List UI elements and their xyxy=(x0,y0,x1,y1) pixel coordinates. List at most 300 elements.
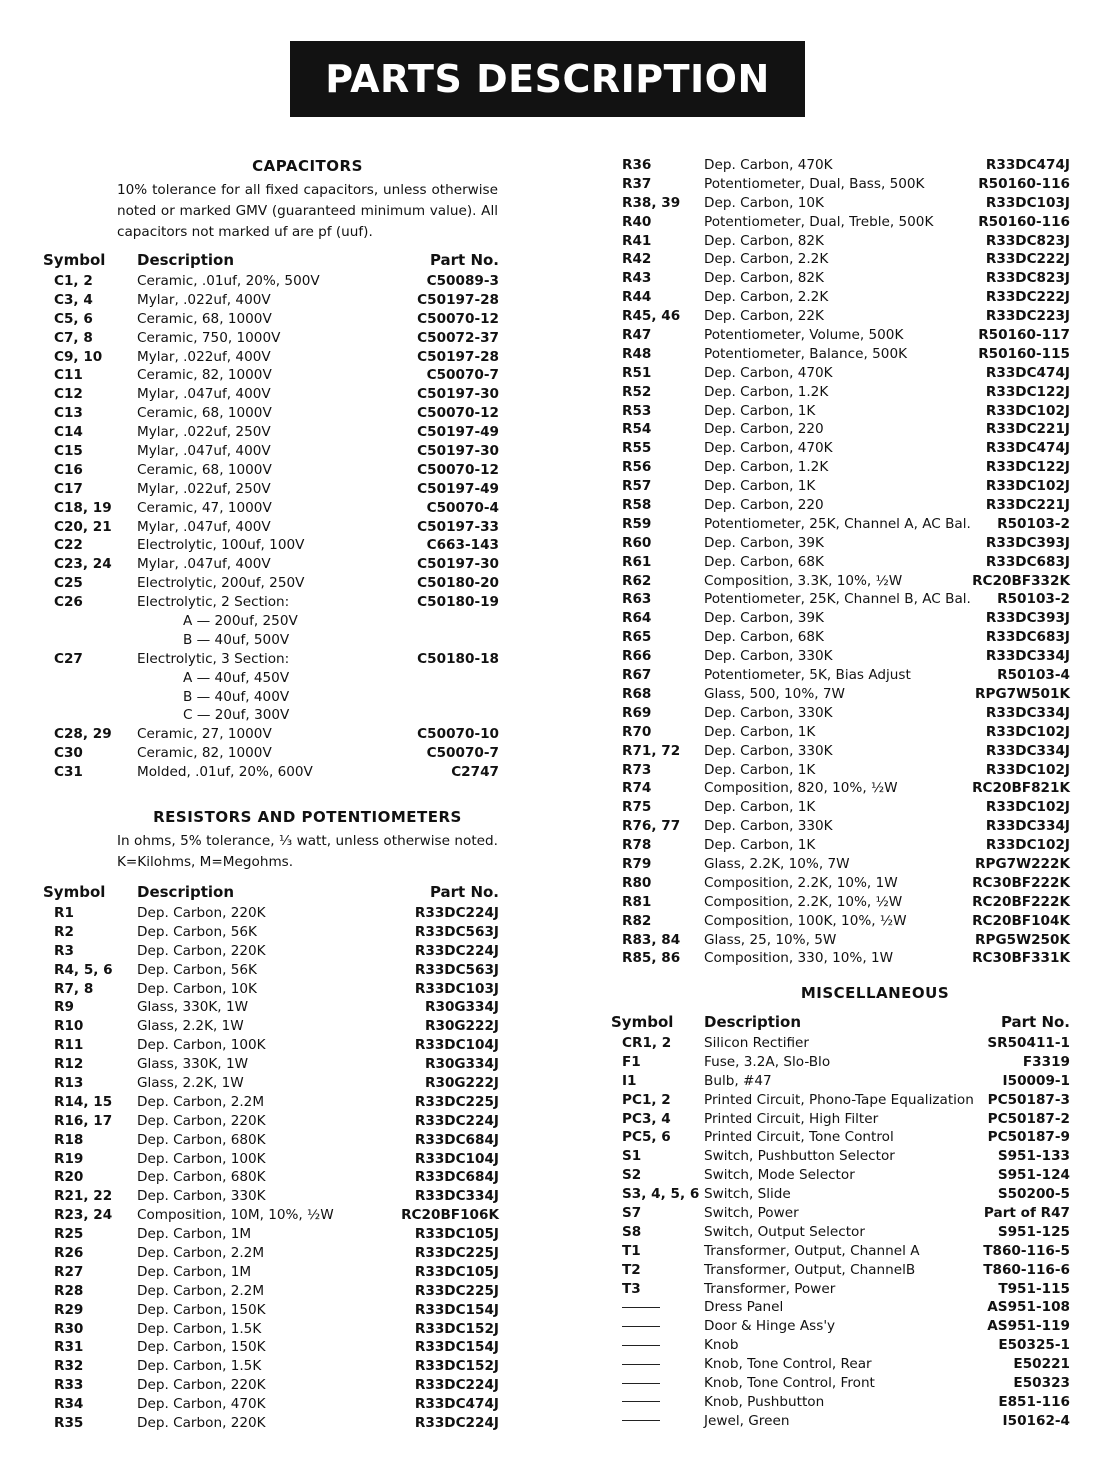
symbol-cell: R9 xyxy=(54,999,74,1016)
part-number-cell: R33DC224J xyxy=(414,1377,499,1394)
symbol-cell: R66 xyxy=(622,648,652,665)
capacitors-heading: CAPACITORS xyxy=(252,157,363,175)
table-row xyxy=(0,383,1109,402)
part-number-cell: R33DC105J xyxy=(414,1226,499,1243)
description-cell: Dep. Carbon, 220 xyxy=(704,421,824,438)
part-number-cell: R50160-116 xyxy=(978,175,1070,192)
capacitors-symbol-header: Symbol xyxy=(43,251,106,269)
description-cell: Composition, 2.2K, 10%, ½W xyxy=(704,893,903,910)
description-cell: Dep. Carbon, 330K xyxy=(704,742,833,759)
symbol-cell: C17 xyxy=(54,480,83,497)
symbol-cell: I1 xyxy=(622,1072,637,1089)
description-cell: Dep. Carbon, 56K xyxy=(137,961,257,978)
symbol-cell: R31 xyxy=(54,1339,84,1356)
part-number-cell: R33DC223J xyxy=(985,308,1070,325)
description-cell: Transformer, Output, ChannelB xyxy=(704,1261,916,1278)
description-cell: Dep. Carbon, 2.2K xyxy=(704,289,829,306)
part-number-cell: C50070-7 xyxy=(426,367,499,384)
resistors-description-header: Description xyxy=(137,883,235,901)
part-number-cell: C50070-10 xyxy=(417,726,499,743)
part-number-cell: C50197-49 xyxy=(417,424,499,441)
part-number-cell: R33DC102J xyxy=(985,761,1070,778)
description-cell: Glass, 25, 10%, 5W xyxy=(704,931,837,948)
description-cell: A — 40uf, 450V xyxy=(183,669,290,686)
table-row xyxy=(0,1166,1109,1185)
part-number-cell: RC20BF821K xyxy=(972,780,1070,797)
description-cell: Dep. Carbon, 1.5K xyxy=(137,1358,262,1375)
symbol-cell: R25 xyxy=(54,1226,84,1243)
table-row xyxy=(0,1355,1109,1374)
description-cell: Dep. Carbon, 1M xyxy=(137,1226,252,1243)
part-number-cell: R33DC154J xyxy=(414,1301,499,1318)
symbol-cell: PC1, 2 xyxy=(622,1091,671,1108)
part-number-cell: RPG7W222K xyxy=(975,855,1070,872)
part-number-cell: R33DC152J xyxy=(414,1358,499,1375)
symbol-cell: C15 xyxy=(54,443,83,460)
table-row xyxy=(0,572,1109,591)
part-number-cell: C663-143 xyxy=(426,537,499,554)
part-number-cell: SR50411-1 xyxy=(987,1035,1070,1051)
part-number-cell: R33DC122J xyxy=(985,459,1070,476)
symbol-cell: R69 xyxy=(622,704,652,721)
misc-part-header: Part No. xyxy=(1000,1013,1070,1031)
table-row xyxy=(0,232,1109,251)
part-number-cell: C2747 xyxy=(451,764,499,781)
description-cell: Dep. Carbon, 1K xyxy=(704,478,816,495)
description-cell: Dep. Carbon, 1.2K xyxy=(704,383,829,400)
table-row xyxy=(0,156,1109,175)
part-number-cell: C50180-20 xyxy=(417,575,499,592)
description-cell: Dep. Carbon, 330K xyxy=(704,818,833,835)
symbol-cell: S1 xyxy=(622,1148,642,1165)
symbol-cell: R38, 39 xyxy=(622,194,681,211)
symbol-cell: R27 xyxy=(54,1263,84,1280)
symbol-cell: R52 xyxy=(622,383,652,400)
symbol-cell xyxy=(614,1374,660,1393)
part-number-cell: PC50187-3 xyxy=(987,1091,1070,1108)
table-row xyxy=(0,213,1109,232)
description-cell: Glass, 2.2K, 1W xyxy=(137,1075,244,1092)
symbol-cell: R47 xyxy=(622,327,652,344)
description-cell: Ceramic, 82, 1000V xyxy=(137,367,272,384)
symbol-cell: R80 xyxy=(622,874,652,891)
description-cell: Mylar, .047uf, 400V xyxy=(137,443,271,460)
symbol-cell: R85, 86 xyxy=(622,950,681,967)
table-row xyxy=(0,836,1109,855)
symbol-cell: R82 xyxy=(622,912,652,929)
table-row xyxy=(0,1110,1109,1129)
part-number-cell: R33DC224J xyxy=(414,1112,499,1129)
part-number-cell: C50180-19 xyxy=(417,594,499,611)
part-number-cell: R33DC103J xyxy=(414,980,499,997)
symbol-cell: R34 xyxy=(54,1396,84,1413)
table-row xyxy=(0,458,1109,477)
part-number-cell: R33DC684J xyxy=(414,1169,499,1186)
symbol-cell: C27 xyxy=(54,650,83,667)
part-number-cell: R33DC225J xyxy=(414,1245,499,1262)
misc-table xyxy=(0,1034,1109,1431)
symbol-cell xyxy=(614,1317,660,1336)
resistors-table-continued xyxy=(0,156,1109,968)
table-row xyxy=(0,609,1109,628)
part-number-cell: R33DC224J xyxy=(414,1415,499,1432)
description-cell: Dep. Carbon, 220K xyxy=(137,942,266,959)
symbol-cell: C16 xyxy=(54,461,83,478)
symbol-cell: CR1, 2 xyxy=(622,1035,672,1051)
symbol-cell: R41 xyxy=(622,232,652,249)
symbol-cell xyxy=(614,1355,660,1374)
description-cell: Molded, .01uf, 20%, 600V xyxy=(137,764,313,781)
table-row xyxy=(0,590,1109,609)
part-number-cell: E851-116 xyxy=(998,1393,1070,1410)
table-row xyxy=(0,553,1109,572)
description-cell: B — 40uf, 500V xyxy=(183,631,290,648)
part-number-cell: R33DC334J xyxy=(985,818,1070,835)
description-cell: Dep. Carbon, 330K xyxy=(704,648,833,665)
part-number-cell: C50197-30 xyxy=(417,443,499,460)
symbol-cell: C5, 6 xyxy=(54,310,93,327)
resistors-note: In ohms, 5% tolerance, ⅓ watt, unless otherwise noted. K=Kilohms, M=Megohms. xyxy=(117,833,498,870)
description-cell: Dep. Carbon, 220 xyxy=(704,497,824,514)
symbol-cell: C1, 2 xyxy=(54,273,93,289)
description-cell: Dep. Carbon, 470K xyxy=(704,440,833,457)
table-row xyxy=(0,685,1109,704)
symbol-cell: R48 xyxy=(622,345,652,362)
symbol-cell: R64 xyxy=(622,610,652,627)
part-number-cell: RC20BF222K xyxy=(972,893,1070,910)
part-number-cell: C50197-49 xyxy=(417,480,499,497)
description-cell: Printed Circuit, Phono-Tape Equalization xyxy=(704,1091,974,1108)
part-number-cell: RC30BF331K xyxy=(972,950,1070,967)
symbol-cell: R67 xyxy=(622,667,652,684)
description-cell: Dep. Carbon, 150K xyxy=(137,1339,266,1356)
description-cell: Electrolytic, 2 Section: xyxy=(137,594,290,611)
table-row xyxy=(0,874,1109,893)
part-number-cell: AS951-108 xyxy=(987,1299,1070,1316)
table-row xyxy=(0,817,1109,836)
part-number-cell: R33DC222J xyxy=(985,251,1070,268)
description-cell: Ceramic, 47, 1000V xyxy=(137,499,272,516)
description-cell: Ceramic, .01uf, 20%, 500V xyxy=(137,273,320,289)
description-cell: Glass, 330K, 1W xyxy=(137,999,249,1016)
part-number-cell: R33DC154J xyxy=(414,1339,499,1356)
symbol-cell: R78 xyxy=(622,837,652,854)
description-cell: Jewel, Green xyxy=(704,1412,790,1429)
part-number-cell: R50103-2 xyxy=(997,591,1070,608)
description-cell: Composition, 100K, 10%, ½W xyxy=(704,912,907,929)
table-row xyxy=(0,666,1109,685)
description-cell: Dep. Carbon, 82K xyxy=(704,270,824,287)
part-number-cell: R33DC225J xyxy=(414,1093,499,1110)
part-number-cell: RPG7W501K xyxy=(975,685,1070,702)
symbol-cell: R45, 46 xyxy=(622,308,681,325)
part-number-cell: R33DC474J xyxy=(985,157,1070,173)
symbol-cell: R4, 5, 6 xyxy=(54,961,113,978)
description-cell: Bulb, #47 xyxy=(704,1072,772,1089)
part-number-cell: R33DC102J xyxy=(985,799,1070,816)
table-row xyxy=(0,912,1109,931)
symbol-cell: R29 xyxy=(54,1301,84,1318)
part-number-cell: R30G334J xyxy=(425,1056,499,1073)
description-cell: Ceramic, 82, 1000V xyxy=(137,745,272,762)
description-cell: Transformer, Power xyxy=(704,1280,836,1297)
symbol-cell: C12 xyxy=(54,386,83,403)
symbol-cell: R2 xyxy=(54,923,74,940)
table-row xyxy=(0,1242,1109,1261)
table-row xyxy=(0,1072,1109,1091)
part-number-cell: R33DC102J xyxy=(985,478,1070,495)
symbol-cell: F1 xyxy=(622,1053,641,1070)
table-row xyxy=(0,288,1109,307)
symbol-cell: PC3, 4 xyxy=(622,1110,671,1127)
description-cell: Composition, 820, 10%, ½W xyxy=(704,780,898,797)
description-cell: Dep. Carbon, 68K xyxy=(704,553,824,570)
symbol-cell: R83, 84 xyxy=(622,931,681,948)
description-cell: Glass, 2.2K, 10%, 7W xyxy=(704,855,850,872)
part-number-cell: T860-116-6 xyxy=(983,1261,1070,1278)
symbol-cell: C28, 29 xyxy=(54,726,112,743)
symbol-cell: C3, 4 xyxy=(54,291,93,308)
symbol-cell: R36 xyxy=(622,157,652,173)
symbol-cell: C30 xyxy=(54,745,83,762)
symbol-cell: S3, 4, 5, 6 xyxy=(622,1186,700,1203)
description-cell: Dep. Carbon, 2.2K xyxy=(704,251,829,268)
part-number-cell: T951-115 xyxy=(998,1280,1070,1297)
symbol-cell: R35 xyxy=(54,1415,84,1432)
table-row xyxy=(0,723,1109,742)
symbol-cell: C25 xyxy=(54,575,83,592)
symbol-cell: R55 xyxy=(622,440,652,457)
description-cell: Dep. Carbon, 2.2M xyxy=(137,1245,265,1262)
symbol-cell: T1 xyxy=(622,1242,641,1259)
part-number-cell: R50160-117 xyxy=(978,327,1070,344)
description-cell: Dep. Carbon, 2.2M xyxy=(137,1282,265,1299)
description-cell: Switch, Output Selector xyxy=(704,1223,865,1240)
part-number-cell: C50197-30 xyxy=(417,386,499,403)
description-cell: Knob, Tone Control, Front xyxy=(704,1375,875,1392)
part-number-cell: R33DC683J xyxy=(985,629,1070,646)
table-row xyxy=(0,477,1109,496)
table-row xyxy=(0,647,1109,666)
description-cell: Dep. Carbon, 56K xyxy=(137,923,257,940)
part-number-cell: R33DC474J xyxy=(985,364,1070,381)
part-number-cell: R33DC222J xyxy=(985,289,1070,306)
table-row xyxy=(0,1393,1109,1412)
description-cell: Electrolytic, 200uf, 250V xyxy=(137,575,305,592)
description-cell: Composition, 3.3K, 10%, ½W xyxy=(704,572,903,589)
part-number-cell: PC50187-9 xyxy=(987,1129,1070,1146)
symbol-cell: R11 xyxy=(54,1037,84,1054)
description-cell: Mylar, .022uf, 250V xyxy=(137,480,271,497)
part-number-cell: R50160-116 xyxy=(978,213,1070,230)
symbol-cell: C13 xyxy=(54,405,83,422)
description-cell: Dep. Carbon, 82K xyxy=(704,232,824,249)
part-number-cell: C50197-33 xyxy=(417,518,499,535)
description-cell: Dep. Carbon, 39K xyxy=(704,610,824,627)
symbol-cell: R3 xyxy=(54,942,74,959)
table-row xyxy=(0,534,1109,553)
symbol-cell: C26 xyxy=(54,594,83,611)
part-number-cell: C50197-28 xyxy=(417,291,499,308)
symbol-cell: C18, 19 xyxy=(54,499,112,516)
symbol-cell: R56 xyxy=(622,459,652,476)
part-number-cell: F3319 xyxy=(1022,1053,1070,1070)
symbol-cell: R58 xyxy=(622,497,652,514)
description-cell: Mylar, .022uf, 400V xyxy=(137,291,271,308)
part-number-cell: C50070-12 xyxy=(417,310,499,327)
part-number-cell: C50070-4 xyxy=(426,499,499,516)
symbol-cell xyxy=(614,1393,660,1412)
symbol-cell: R57 xyxy=(622,478,652,495)
table-row xyxy=(0,779,1109,798)
table-row xyxy=(0,175,1109,194)
part-number-cell: R33DC474J xyxy=(414,1396,499,1413)
description-cell: B — 40uf, 400V xyxy=(183,688,290,705)
symbol-cell: C9, 10 xyxy=(54,348,103,365)
part-number-cell: R33DC122J xyxy=(985,383,1070,400)
part-number-cell: R33DC823J xyxy=(985,270,1070,287)
description-cell: Dress Panel xyxy=(704,1299,784,1316)
symbol-cell: R19 xyxy=(54,1150,84,1167)
description-cell: Dep. Carbon, 470K xyxy=(704,157,833,173)
symbol-cell: T2 xyxy=(622,1261,641,1278)
part-number-cell: R33DC334J xyxy=(985,704,1070,721)
description-cell: Dep. Carbon, 1K xyxy=(704,799,816,816)
part-number-cell: R33DC224J xyxy=(414,942,499,959)
symbol-cell xyxy=(614,1412,660,1431)
description-cell: Mylar, .047uf, 400V xyxy=(137,386,271,403)
table-row xyxy=(0,307,1109,326)
symbol-cell: R40 xyxy=(622,213,652,230)
description-cell: Switch, Slide xyxy=(704,1186,791,1203)
part-number-cell: R33DC393J xyxy=(985,610,1070,627)
table-row xyxy=(0,496,1109,515)
part-number-cell: R33DC474J xyxy=(985,440,1070,457)
symbol-cell: R62 xyxy=(622,572,652,589)
description-cell: C — 20uf, 300V xyxy=(183,707,290,724)
part-number-cell: R33DC221J xyxy=(985,497,1070,514)
table-row xyxy=(0,742,1109,761)
description-cell: Dep. Carbon, 10K xyxy=(704,194,824,211)
description-cell: Dep. Carbon, 220K xyxy=(137,1377,266,1394)
symbol-cell: R71, 72 xyxy=(622,742,681,759)
part-number-cell: RPG5W250K xyxy=(975,931,1070,948)
part-number-cell: R33DC334J xyxy=(414,1188,499,1205)
capacitors-part-header: Part No. xyxy=(429,251,499,269)
part-number-cell: R30G222J xyxy=(425,1018,499,1035)
part-number-cell: R33DC563J xyxy=(414,961,499,978)
table-row xyxy=(0,269,1109,288)
table-row xyxy=(0,1317,1109,1336)
table-row xyxy=(0,515,1109,534)
table-row xyxy=(0,345,1109,364)
table-row xyxy=(0,798,1109,817)
symbol-cell: S7 xyxy=(622,1205,642,1222)
description-cell: Printed Circuit, Tone Control xyxy=(704,1129,894,1146)
part-number-cell: R50160-115 xyxy=(978,345,1070,362)
symbol-cell: C31 xyxy=(54,764,83,781)
part-number-cell: AS951-119 xyxy=(987,1318,1070,1335)
part-number-cell: RC20BF332K xyxy=(972,572,1070,589)
part-number-cell: C50070-12 xyxy=(417,405,499,422)
symbol-cell: R21, 22 xyxy=(54,1188,113,1205)
description-cell: Ceramic, 27, 1000V xyxy=(137,726,272,743)
symbol-cell: R79 xyxy=(622,855,652,872)
part-number-cell: S50200-5 xyxy=(997,1186,1070,1203)
table-row xyxy=(0,1185,1109,1204)
description-cell: Electrolytic, 100uf, 100V xyxy=(137,537,305,554)
part-number-cell: S951-133 xyxy=(997,1148,1070,1165)
misc-symbol-header: Symbol xyxy=(611,1013,674,1031)
symbol-cell: R51 xyxy=(622,364,652,381)
page-title: PARTS DESCRIPTION LIST xyxy=(290,41,805,117)
symbol-cell: R14, 15 xyxy=(54,1093,113,1110)
symbol-cell: R43 xyxy=(622,270,652,287)
description-cell: Dep. Carbon, 1M xyxy=(137,1263,252,1280)
symbol-cell: R53 xyxy=(622,402,652,419)
symbol-cell: R54 xyxy=(622,421,652,438)
description-cell: Dep. Carbon, 330K xyxy=(704,704,833,721)
part-number-cell: E50221 xyxy=(1013,1356,1070,1373)
symbol-cell: T3 xyxy=(622,1280,641,1297)
table-row xyxy=(0,1336,1109,1355)
table-row xyxy=(0,1298,1109,1317)
table-row xyxy=(0,1091,1109,1110)
symbol-cell: R74 xyxy=(622,780,652,797)
table-row xyxy=(0,1280,1109,1299)
symbol-cell: R59 xyxy=(622,515,652,532)
description-cell: Glass, 2.2K, 1W xyxy=(137,1018,244,1035)
description-cell: Knob, Tone Control, Rear xyxy=(704,1356,872,1373)
table-row xyxy=(0,1147,1109,1166)
part-number-cell: R33DC104J xyxy=(414,1150,499,1167)
symbol-cell xyxy=(614,1298,660,1317)
table-row xyxy=(0,998,560,1017)
description-cell: Composition, 2.2K, 10%, 1W xyxy=(704,874,898,891)
description-cell: Ceramic, 68, 1000V xyxy=(137,405,272,422)
part-number-cell: C50180-18 xyxy=(417,650,499,667)
table-row xyxy=(0,402,1109,421)
part-number-cell: RC20BF104K xyxy=(972,912,1070,929)
symbol-cell: R63 xyxy=(622,591,652,608)
description-cell: Dep. Carbon, 1.2K xyxy=(704,459,829,476)
part-number-cell: R33DC105J xyxy=(414,1263,499,1280)
table-row xyxy=(0,980,560,999)
part-number-cell: R50103-2 xyxy=(997,515,1070,532)
symbol-cell: R1 xyxy=(54,905,74,921)
part-number-cell: R33DC225J xyxy=(414,1282,499,1299)
description-cell: Dep. Carbon, 470K xyxy=(137,1396,266,1413)
symbol-cell: R44 xyxy=(622,289,652,306)
symbol-cell: C11 xyxy=(54,367,83,384)
symbol-cell: C14 xyxy=(54,424,83,441)
part-number-cell: C50197-28 xyxy=(417,348,499,365)
description-cell: Composition, 10M, 10%, ½W xyxy=(137,1207,334,1224)
part-number-cell: RC20BF106K xyxy=(401,1207,499,1224)
description-cell: Potentiometer, Dual, Bass, 500K xyxy=(704,175,925,192)
symbol-cell: R30 xyxy=(54,1320,84,1337)
part-number-cell: R33DC684J xyxy=(414,1131,499,1148)
symbol-cell: R16, 17 xyxy=(54,1112,113,1129)
part-number-cell: E50325-1 xyxy=(998,1337,1070,1354)
symbol-cell: R37 xyxy=(622,175,652,192)
symbol-cell: R60 xyxy=(622,534,652,551)
description-cell: Ceramic, 750, 1000V xyxy=(137,329,281,346)
description-cell: Electrolytic, 3 Section: xyxy=(137,650,290,667)
table-row xyxy=(0,1261,1109,1280)
part-number-cell: R33DC103J xyxy=(985,194,1070,211)
part-number-cell: R33DC823J xyxy=(985,232,1070,249)
